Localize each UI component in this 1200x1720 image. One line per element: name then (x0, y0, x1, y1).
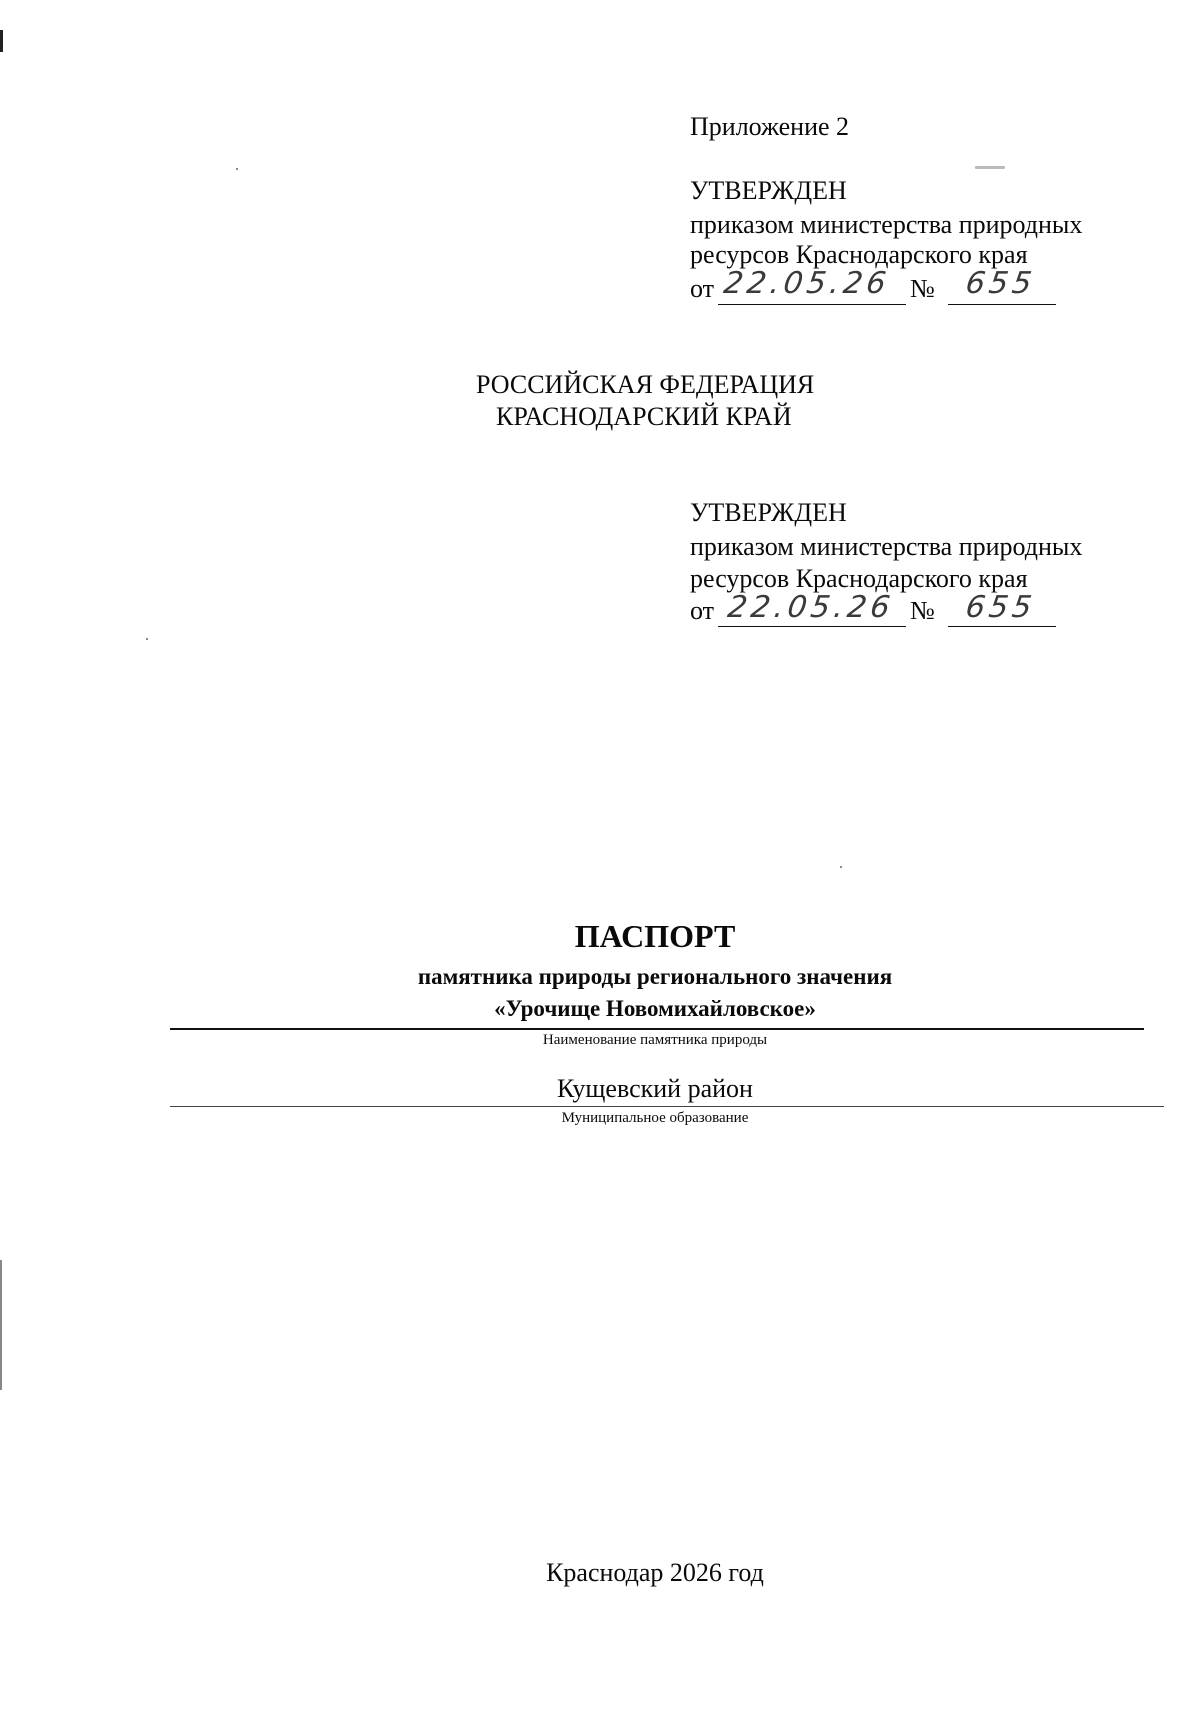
approved-heading: УТВЕРЖДЕН (690, 176, 847, 205)
scan-speck (975, 166, 1005, 169)
appendix-label: Приложение 2 (690, 112, 850, 141)
approval-line-1: приказом министерства природных (690, 210, 1083, 239)
approval-line-2-2: ресурсов Краснодарского края (690, 564, 1028, 593)
date-underline (718, 304, 906, 305)
from-label-2: от (690, 596, 715, 625)
name-underline (170, 1028, 1144, 1030)
handwritten-number-2: 655 (963, 590, 1038, 625)
monument-name: «Урочище Новомихайловское» (494, 996, 816, 1021)
city-year: Краснодар 2026 год (546, 1558, 764, 1587)
scan-edge-mark (0, 1260, 2, 1390)
handwritten-date: 22.05.26 (721, 266, 893, 301)
number-label: № (910, 274, 935, 303)
monument-name-caption: Наименование памятника природы (542, 1032, 768, 1048)
passport-title: ПАСПОРТ (574, 918, 736, 954)
district-name: Кущевский район (557, 1074, 753, 1103)
district-underline (170, 1106, 1164, 1107)
number-label-2: № (910, 596, 935, 625)
date-underline-2 (718, 626, 906, 627)
district-caption: Муниципальное образование (561, 1110, 749, 1126)
approved-heading-2: УТВЕРЖДЕН (690, 498, 847, 527)
number-underline-2 (948, 626, 1056, 627)
scan-speck (236, 168, 238, 170)
scan-edge-mark (0, 30, 3, 52)
from-label: от (690, 274, 715, 303)
scan-speck (146, 638, 148, 640)
approval-line-1-2: приказом министерства природных (690, 532, 1083, 561)
scan-speck (840, 866, 842, 868)
federation-line-1: РОССИЙСКАЯ ФЕДЕРАЦИЯ (476, 370, 815, 399)
number-underline (948, 304, 1056, 305)
approval-line-2: ресурсов Краснодарского края (690, 240, 1028, 269)
handwritten-number: 655 (963, 266, 1038, 301)
handwritten-date-2: 22.05.26 (725, 590, 897, 625)
federation-line-2: КРАСНОДАРСКИЙ КРАЙ (496, 402, 792, 431)
passport-subtitle: памятника природы регионального значения (417, 964, 893, 989)
